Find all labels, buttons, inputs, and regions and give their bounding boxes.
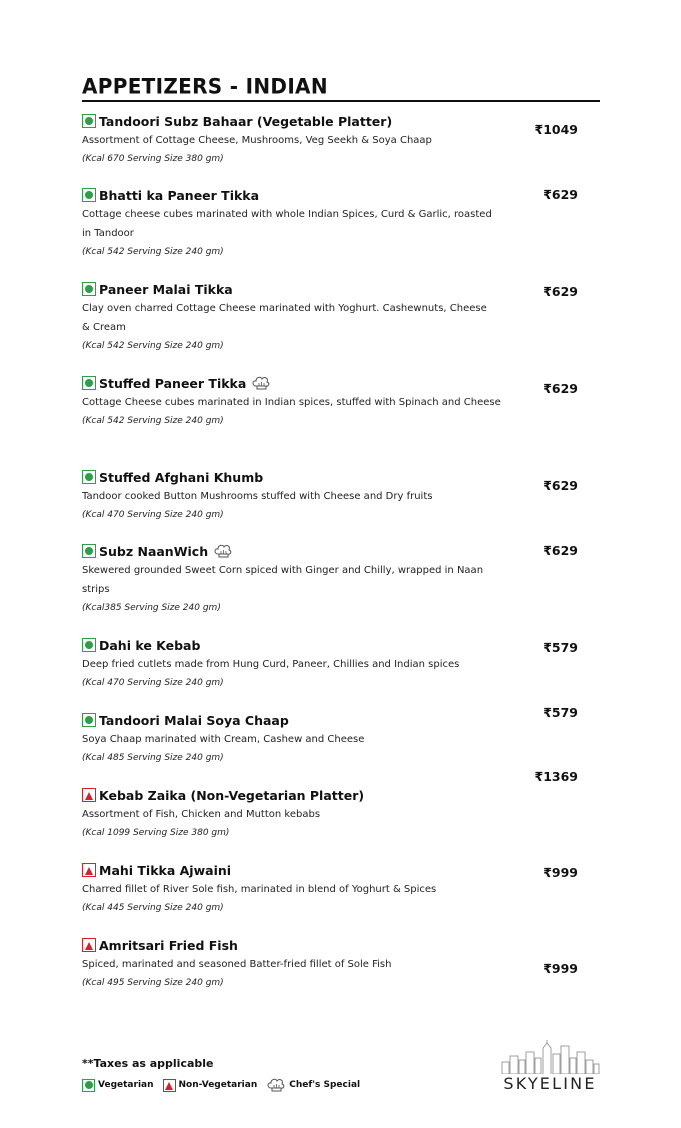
non-veg-icon <box>82 863 96 877</box>
item-description: Spiced, marinated and seasoned Batter-fried fillet of Sole Fish <box>82 959 392 970</box>
item-description: Cottage Cheese cubes marinated in Indian spices, stuffed with Spinach and Cheese <box>82 397 501 408</box>
veg-icon <box>82 470 96 484</box>
item-price: ₹629 <box>543 543 578 558</box>
legend-veg-label: Vegetarian <box>98 1080 154 1090</box>
item-price: ₹1369 <box>534 769 578 784</box>
item-price: ₹999 <box>543 865 578 880</box>
item-kcal: (Kcal 495 Serving Size 240 gm) <box>82 978 224 988</box>
veg-icon <box>82 713 96 727</box>
menu-item <box>82 936 522 993</box>
item-name: Subz NaanWich <box>99 543 209 559</box>
item-name: Stuffed Afghani Khumb <box>99 469 264 485</box>
menu-item <box>82 280 522 356</box>
menu-item <box>82 711 522 768</box>
item-name: Tandoori Malai Soya Chaap <box>99 712 289 728</box>
menu-item <box>82 186 522 262</box>
veg-icon <box>82 544 96 558</box>
menu-item <box>82 542 522 618</box>
chef-hat-icon <box>251 376 271 390</box>
menu-item <box>82 786 522 843</box>
veg-icon <box>82 376 96 390</box>
veg-icon <box>82 114 96 128</box>
item-price: ₹579 <box>543 705 578 720</box>
taxes-note: **Taxes as applicable <box>82 1057 214 1070</box>
item-name: Paneer Malai Tikka <box>99 281 233 297</box>
menu-item <box>82 374 522 431</box>
non-veg-icon <box>82 788 96 802</box>
veg-icon <box>82 1079 95 1092</box>
item-description: Skewered grounded Sweet Corn spiced with Ginger and Chilly, wrapped in Naan strips <box>82 565 484 595</box>
item-name: Dahi ke Kebab <box>99 637 201 653</box>
item-description: Assortment of Cottage Cheese, Mushrooms, Veg Seekh & Soya Chaap <box>82 135 432 146</box>
legend-chef-label: Chef's Special <box>289 1080 361 1090</box>
item-description: Tandoor cooked Button Mushrooms stuffed with Cheese and Dry fruits <box>82 491 433 502</box>
logo-text: SKYELINE <box>503 1074 597 1093</box>
item-name: Bhatti ka Paneer Tikka <box>99 187 260 203</box>
veg-icon <box>82 188 96 202</box>
item-kcal: (Kcal 470 Serving Size 240 gm) <box>82 678 224 688</box>
item-kcal: (Kcal 1099 Serving Size 380 gm) <box>82 828 230 838</box>
item-name: Amritsari Fried Fish <box>99 937 238 953</box>
item-description: Charred fillet of River Sole fish, marinated in blend of Yoghurt & Spices <box>82 884 437 895</box>
non-veg-icon <box>82 938 96 952</box>
item-price: ₹579 <box>543 640 578 655</box>
page-title: APPETIZERS - INDIAN <box>82 73 328 99</box>
legend-nonveg-label: Non-Vegetarian <box>178 1080 258 1090</box>
item-kcal: (Kcal 470 Serving Size 240 gm) <box>82 510 224 520</box>
menu-item <box>82 861 522 918</box>
item-kcal: (Kcal 542 Serving Size 240 gm) <box>82 341 224 351</box>
skyline-icon <box>498 1040 602 1074</box>
item-kcal: (Kcal385 Serving Size 240 gm) <box>82 603 221 613</box>
veg-icon <box>82 282 96 296</box>
item-name: Stuffed Paneer Tikka <box>99 375 247 391</box>
item-description: Soya Chaap marinated with Cream, Cashew and Cheese <box>82 734 365 745</box>
item-name: Mahi Tikka Ajwaini <box>99 862 232 878</box>
item-price: ₹629 <box>543 381 578 396</box>
item-name: Kebab Zaika (Non-Vegetarian Platter) <box>99 787 365 803</box>
item-description: Cottage cheese cubes marinated with whole Indian Spices, Curd & Garlic, roasted in Tandoor <box>82 209 492 239</box>
item-price: ₹999 <box>543 961 578 976</box>
skyeline-logo <box>498 1040 602 1096</box>
chef-hat-icon <box>266 1078 286 1092</box>
item-kcal: (Kcal 670 Serving Size 380 gm) <box>82 154 224 164</box>
menu-item <box>82 112 522 169</box>
item-kcal: (Kcal 542 Serving Size 240 gm) <box>82 247 224 257</box>
item-price: ₹629 <box>543 284 578 299</box>
title-divider <box>82 100 600 102</box>
item-name: Tandoori Subz Bahaar (Vegetable Platter) <box>99 113 393 129</box>
item-kcal: (Kcal 445 Serving Size 240 gm) <box>82 903 224 913</box>
item-description: Clay oven charred Cottage Cheese marinated with Yoghurt. Cashewnuts, Cheese & Cream <box>82 303 487 333</box>
item-price: ₹1049 <box>534 122 578 137</box>
item-kcal: (Kcal 485 Serving Size 240 gm) <box>82 753 224 763</box>
item-kcal: (Kcal 542 Serving Size 240 gm) <box>82 416 224 426</box>
legend <box>82 1078 369 1092</box>
veg-icon <box>82 638 96 652</box>
item-description: Deep fried cutlets made from Hung Curd, Paneer, Chillies and Indian spices <box>82 659 460 670</box>
item-price: ₹629 <box>543 478 578 493</box>
non-veg-icon <box>163 1079 176 1092</box>
menu-item <box>82 636 522 693</box>
chef-hat-icon <box>213 544 233 558</box>
item-description: Assortment of Fish, Chicken and Mutton kebabs <box>82 809 321 820</box>
menu-item <box>82 468 522 525</box>
item-price: ₹629 <box>543 187 578 202</box>
